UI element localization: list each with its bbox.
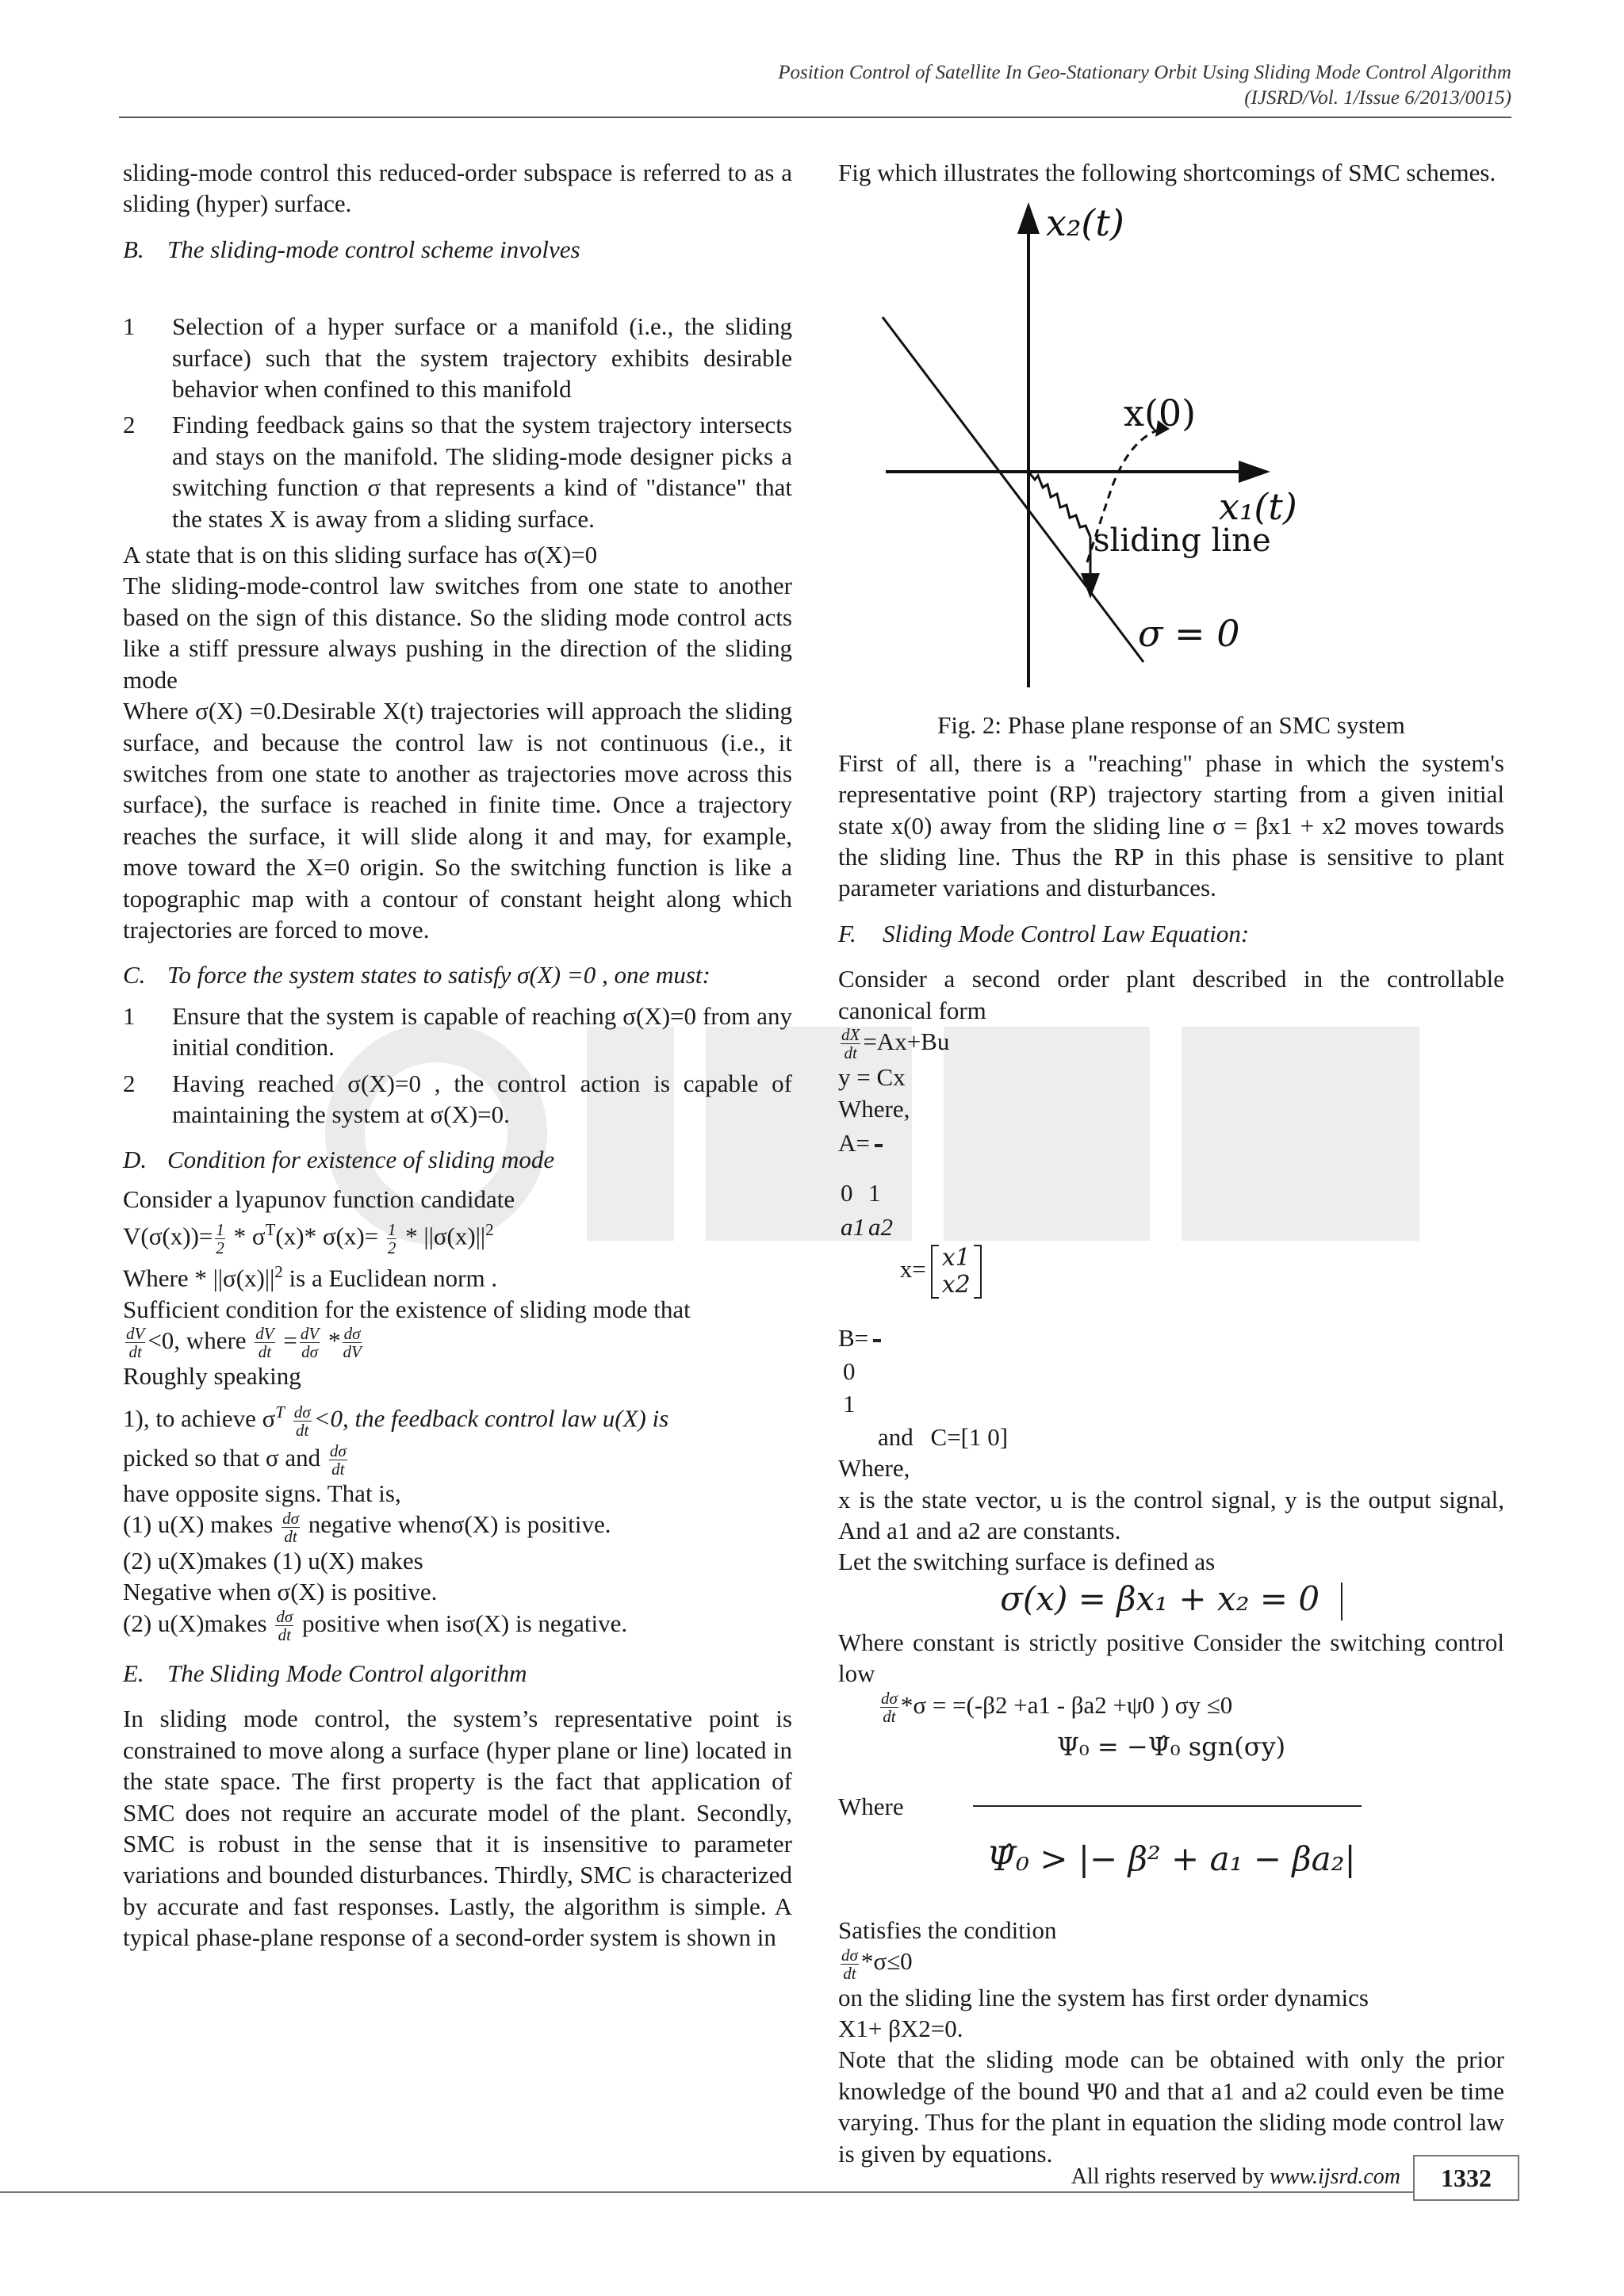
paragraph: x is the state vector, u is the control signal, y is the output signal, And a1 and a2 are constants.: [838, 1485, 1504, 1544]
frac-num: dV: [126, 1324, 145, 1344]
paragraph: Note that the sliding mode can be obtained with only the prior knowledge of the bound Ψ0 and that a1 and a2 could even be time varying. Thus for the plant in equation the sliding mode control law is given by equations.: [838, 2045, 1504, 2168]
frac-num: dσ: [343, 1324, 361, 1344]
eq-text: (x)* σ(x)=: [275, 1222, 385, 1250]
section-title: To force the system states to satisfy σ(X) =0 , one must:: [167, 961, 710, 989]
paragraph: Where,: [838, 1094, 910, 1123]
header-title: Position Control of Satellite In Geo-Stationary Orbit Using Sliding Mode Control Algorithm: [778, 62, 1511, 83]
section-letter: D.: [123, 1146, 147, 1174]
paragraph: Satisfies the condition: [838, 1915, 1057, 1944]
superscript: T: [275, 1402, 285, 1422]
eq-text: (2) u(X)makes: [123, 1609, 274, 1637]
bound-condition-equation: [838, 1835, 1504, 1883]
list-text: Ensure that the system is capable of reaching σ(X)=0 from any initial condition.: [172, 1001, 792, 1062]
frac-num: dσ: [329, 1441, 347, 1460]
eq-text: (1) u(X) makes: [123, 1510, 280, 1539]
frac-den: dt: [843, 1963, 856, 1983]
frac-num: 1: [216, 1219, 224, 1239]
eq-text: 1), to achieve σ: [123, 1404, 276, 1433]
x-axis-arrow: [1239, 461, 1270, 483]
frac-den: 2: [387, 1238, 396, 1257]
eq-text: =Ax+Bu: [863, 1027, 950, 1056]
matrix-cell: a2: [868, 1213, 893, 1242]
frac-num: dV: [255, 1324, 274, 1344]
reaching-condition: [838, 1946, 1504, 1981]
frac-den: dt: [278, 1624, 291, 1644]
list-text: Finding feedback gains so that the system trajectory intersects and stays on the manifold. The sliding-mode designer picks a switching function σ that represents a kind of "distance" that the states X is away from a sliding surface.: [172, 411, 792, 533]
frac-num: 1: [387, 1219, 396, 1239]
section-letter: E.: [123, 1659, 144, 1687]
fraction: [387, 1221, 397, 1257]
eq-text: *: [322, 1326, 341, 1355]
psi-control-equation: [838, 1732, 1504, 1762]
derivative-condition: [123, 1325, 792, 1360]
fraction: [841, 1946, 859, 1982]
matrix-cell: a1: [841, 1213, 865, 1242]
fraction: [300, 1325, 320, 1360]
eq-text: picked so that σ and: [123, 1443, 327, 1471]
footer-site-link[interactable]: www.ijsrd.com: [1270, 2164, 1400, 2189]
section-heading-e: [123, 1658, 792, 1689]
frac-num: dσ: [276, 1606, 293, 1626]
frac-den: dt: [128, 1342, 142, 1362]
frac-den: 2: [216, 1238, 224, 1257]
list-number: 2: [123, 1069, 136, 1097]
matrix-row-b-c: [838, 1322, 1504, 1353]
eq-text: Ψ₀ = −Ψ̂₀ sgn(σy): [1056, 1731, 1286, 1762]
frac-den: dt: [258, 1342, 272, 1362]
frac-den: dt: [844, 1043, 857, 1063]
matrix-cell: x1: [941, 1244, 971, 1272]
frac-den: dt: [883, 1706, 896, 1726]
y-axis-arrow: [1017, 202, 1040, 234]
paragraph: Roughly speaking: [123, 1362, 301, 1391]
section-heading-b: [123, 234, 792, 265]
eq-text: *σ = =(-β2 +a1 - βa2 +ψ0 ) σy ≤0: [900, 1690, 1233, 1719]
paragraph: First of all, there is a "reaching" phase in which the system's representative point (RP) trajectory starting from a given initial state x(0) away from the sliding line σ = βx1 + x2 moves towards the sliding line. Thus the RP in this phase is sensitive to plant parameter variations and disturbances.: [838, 748, 1504, 902]
fraction: [293, 1403, 312, 1439]
section-letter: C.: [123, 961, 146, 989]
eq-text: is a Euclidean norm .: [282, 1264, 498, 1292]
fraction: [255, 1325, 274, 1360]
fraction: [329, 1442, 347, 1478]
switching-law-equation: [838, 1689, 1504, 1725]
list-b: [123, 311, 792, 534]
eq-text: * ||σ(x)||: [399, 1222, 486, 1250]
initial-state-label: x(0): [1124, 392, 1197, 435]
section-title: The Sliding Mode Control algorithm: [167, 1659, 527, 1687]
paragraph: Where,: [838, 1454, 910, 1483]
paragraph: Sufficient condition for the existence of sliding mode that: [123, 1295, 691, 1323]
paragraph: sliding-mode control this reduced-order subspace is referred to as a sliding (hyper) surface.: [123, 159, 792, 218]
eq-text: *σ≤0: [860, 1947, 913, 1976]
paragraph: Consider a lyapunov function candidate: [123, 1184, 515, 1213]
left-column: [123, 157, 792, 1954]
rule-line: [973, 1805, 1362, 1807]
section-title: The sliding-mode control scheme involves: [167, 235, 580, 263]
matrix-cell: 1: [843, 1390, 856, 1418]
footer-rule: [0, 2191, 1511, 2193]
fraction: [282, 1510, 300, 1545]
paragraph: X1+ βX2=0.: [838, 2014, 963, 2042]
matrix-row-a-x: [838, 1127, 1504, 1158]
section-letter: F.: [838, 919, 856, 947]
list-item: [123, 1001, 792, 1063]
eq-text: Where: [838, 1793, 904, 1821]
paragraph: Let the switching surface is defined as: [838, 1548, 1216, 1576]
fraction: [880, 1689, 898, 1725]
paragraph: Where σ(X) =0.Desirable X(t) trajectories will approach the sliding surface, and because the control law is not continuous (i.e., it switches from one state to another as trajectories move across this surface), the surface is reached in finite time. Once a trajectory reaches the surface, it will slide along it and may, for example, move toward the X=0 origin. So the switching function is like a topographic map with a contour of constant height along which trajectories are forced to move.: [123, 697, 792, 943]
eq-text: σ(x) = βx₁ + x₂ = 0: [1000, 1578, 1320, 1618]
page-footer: [0, 2147, 1624, 2202]
section-heading-d: [123, 1144, 792, 1175]
paragraph: [123, 1509, 792, 1544]
superscript: 2: [274, 1261, 283, 1281]
fraction: [841, 1026, 860, 1062]
list-item: [123, 409, 792, 534]
section-title: Sliding Mode Control Law Equation:: [883, 919, 1250, 947]
fraction: [125, 1325, 145, 1360]
fraction: [275, 1608, 293, 1644]
eq-text: negative whenσ(X) is positive.: [302, 1510, 611, 1539]
paragraph: A state that is on this sliding surface has σ(X)=0: [123, 541, 598, 569]
paragraph: Consider a second order plant described in the controllable canonical form: [838, 965, 1504, 1024]
eq-text: <0, the feedback control law u(X) is: [313, 1404, 669, 1433]
header-journal: (IJSRD/Vol. 1/Issue 6/2013/0015): [1244, 87, 1511, 109]
paragraph: In sliding mode control, the system’s representative point is constrained to move along a surface (hyper plane or line) located in the state space. The first property is the fact that application of SMC does not require an accurate model of the plant. Secondly, SMC is robust in the sense that it is insensitive to parameter variations and bounded disturbances. Thirdly, SMC is characterized by accurate and fast responses. Lastly, the algorithm is simple. A typical phase-plane response of a second-order system is shown in: [123, 1705, 792, 1952]
frac-num: dσ: [881, 1688, 898, 1708]
list-number: 1: [123, 1001, 136, 1030]
paragraph: have opposite signs. That is,: [123, 1479, 401, 1507]
section-letter: B.: [123, 235, 144, 263]
figure-caption: Fig. 2: Phase plane response of an SMC system: [937, 711, 1405, 740]
frac-den: dt: [331, 1459, 345, 1479]
frac-num: dV: [300, 1324, 320, 1344]
y-axis-label: x₂(t): [1046, 201, 1124, 245]
eq-text: * σ: [227, 1222, 266, 1250]
matrix-cell: 0: [843, 1357, 856, 1385]
page-number: 1332: [1413, 2155, 1519, 2201]
vector-b: [873, 1339, 881, 1342]
eq-text: <0, where: [147, 1326, 253, 1355]
paragraph: Fig which illustrates the following shortcomings of SMC schemes.: [838, 159, 1496, 186]
eq-text: V(σ(x))=: [123, 1222, 213, 1250]
eq-text: C=[1 0]: [930, 1422, 1009, 1451]
list-number: 2: [123, 411, 136, 439]
paragraph: [123, 1442, 792, 1478]
footer-rights: [1071, 2164, 1400, 2190]
frac-den: dt: [295, 1420, 309, 1440]
paragraph: [123, 1397, 792, 1439]
footer-rights-text: All rights reserved by: [1071, 2164, 1270, 2189]
paragraph: Where constant is strictly positive Consider the switching control low: [838, 1628, 1504, 1688]
state-equation: [838, 1026, 1504, 1062]
paragraph: [123, 1608, 792, 1644]
cursor-bar: [1341, 1582, 1342, 1621]
list-c: [123, 1001, 792, 1131]
fraction: [343, 1325, 361, 1360]
matrix-label: x=: [899, 1255, 926, 1284]
frac-num: dσ: [841, 1945, 858, 1965]
frac-den: dσ: [301, 1342, 318, 1362]
phase-plane-figure: [838, 194, 1504, 702]
header-rule: [119, 117, 1511, 118]
matrix-cell: x2: [941, 1271, 971, 1299]
matrix-a: [875, 1144, 883, 1147]
sliding-line: [883, 317, 1143, 662]
right-column: [838, 157, 1504, 2169]
vector-x: [931, 1245, 982, 1299]
sliding-line-label: sliding line: [1094, 522, 1271, 560]
frac-num: dσ: [282, 1508, 299, 1528]
lyapunov-equation: [123, 1215, 792, 1257]
section-title: Condition for existence of sliding mode: [167, 1146, 555, 1174]
list-text: Having reached σ(X)=0 , the control action is capable of maintaining the system at σ(X)=0.: [172, 1069, 792, 1128]
switching-surface-equation: [838, 1579, 1504, 1621]
list-item: [123, 311, 792, 404]
paragraph: [123, 1257, 792, 1294]
eq-text: =: [277, 1326, 297, 1355]
output-equation: y = Cx: [838, 1063, 906, 1092]
superscript: 2: [485, 1220, 494, 1240]
eq-text: positive when isσ(X) is negative.: [296, 1609, 628, 1637]
section-heading-f: [838, 918, 1504, 949]
running-header: [778, 60, 1511, 111]
matrix-label: A=: [838, 1129, 870, 1158]
frac-num: dX: [841, 1025, 860, 1045]
paragraph: The sliding-mode-control law switches from one state to another based on the sign of this distance. So the sliding mode control acts like a stiff pressure always pushing in the direction of the sliding mode: [123, 572, 792, 694]
sigma-zero-label: σ = 0: [1138, 612, 1240, 656]
matrix-cell: 0: [841, 1178, 853, 1207]
eq-text: and: [878, 1422, 914, 1451]
frac-den: dt: [284, 1526, 297, 1546]
eq-text: Ψ̂₀ > |− β² + a₁ − βa₂|: [986, 1839, 1356, 1878]
section-heading-c: [123, 959, 792, 990]
x-axis-label: x₁(t): [1219, 485, 1297, 529]
paragraph: Negative when σ(X) is positive.: [123, 1578, 438, 1606]
paragraph: (2) u(X)makes (1) u(X) makes: [123, 1546, 423, 1575]
list-number: 1: [123, 312, 136, 341]
chattering-path: [1028, 472, 1090, 537]
list-item: [123, 1068, 792, 1131]
matrix-label: B=: [838, 1324, 869, 1353]
superscript: T: [265, 1220, 276, 1240]
matrix-cell: 1: [868, 1178, 881, 1207]
list-text: Selection of a hyper surface or a manifold (i.e., the sliding surface) such that the system trajectory exhibits desirable behavior when confined to this manifold: [172, 312, 792, 404]
frac-den: dV: [343, 1342, 362, 1362]
pointer-arrow: [1081, 573, 1100, 599]
paragraph: on the sliding line the system has first order dynamics: [838, 1983, 1369, 2011]
fraction: [215, 1221, 225, 1257]
where-line: [838, 1791, 1504, 1822]
frac-num: dσ: [293, 1402, 311, 1422]
eq-text: Where * ||σ(x)||: [123, 1264, 275, 1292]
